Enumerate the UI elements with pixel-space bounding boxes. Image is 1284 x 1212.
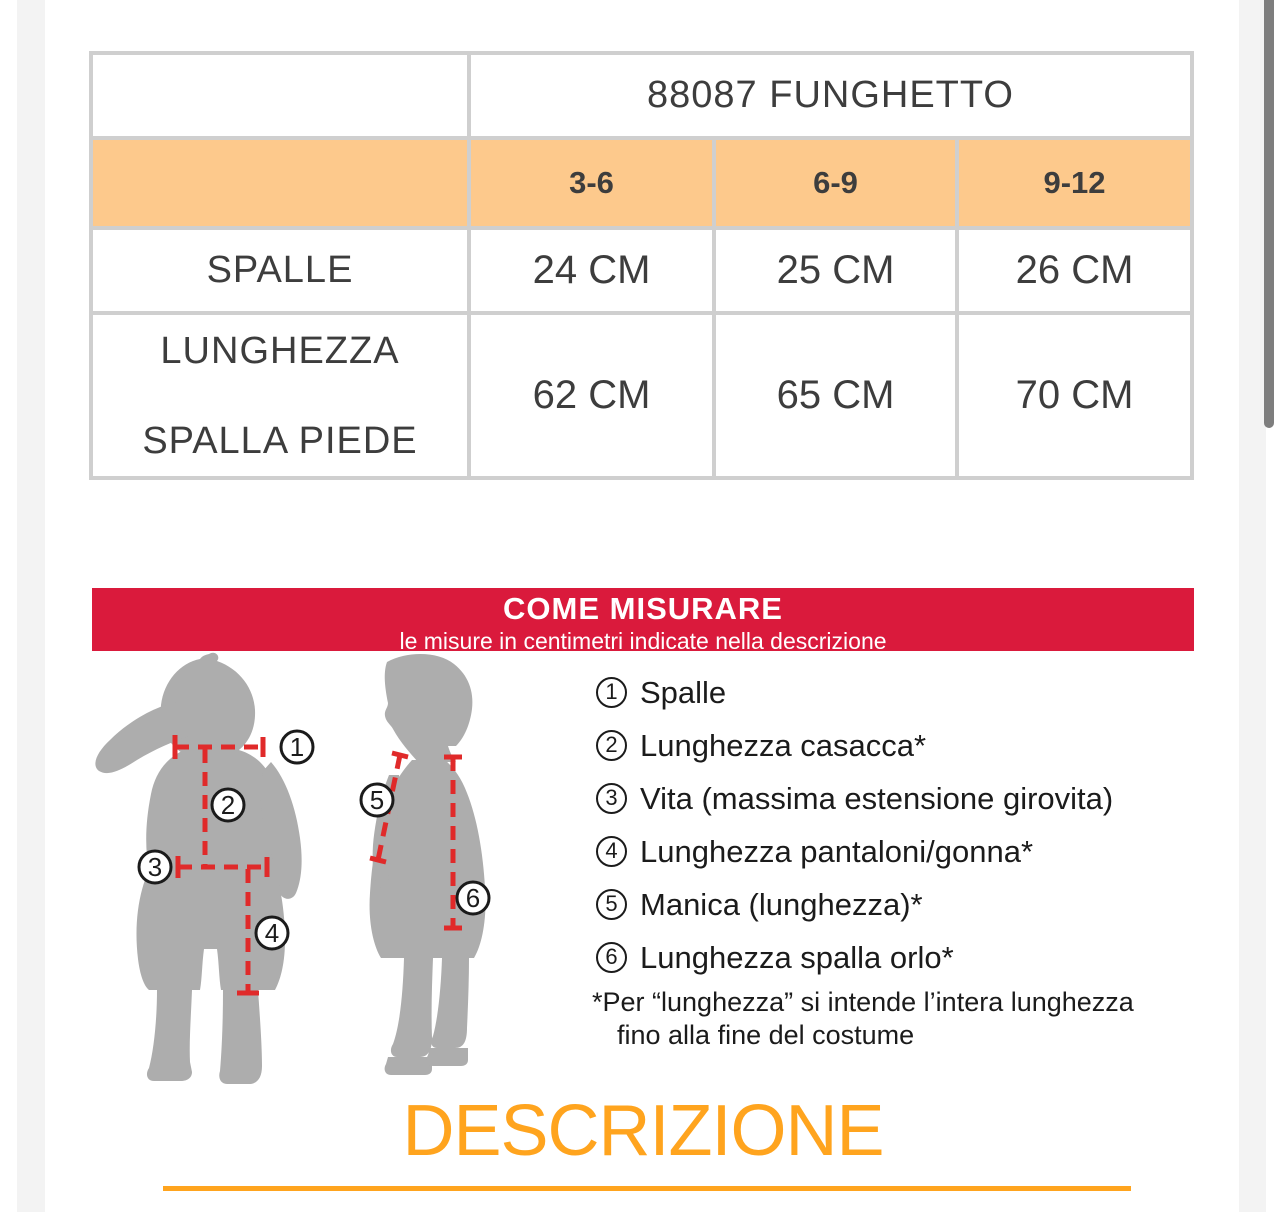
girl-silhouette bbox=[370, 654, 486, 1075]
table-row bbox=[91, 138, 1192, 228]
legend-item bbox=[596, 772, 1113, 825]
empty-size-label-cell bbox=[91, 138, 469, 228]
measurement-cell: 24 CM bbox=[469, 228, 714, 313]
legend-label: Lunghezza casacca* bbox=[640, 727, 927, 763]
table-row bbox=[91, 228, 1192, 313]
row-label-lunghezza bbox=[91, 313, 469, 478]
legend-label: Lunghezza spalla orlo* bbox=[640, 939, 954, 975]
label-spacer bbox=[93, 370, 467, 422]
size-column-header: 9-12 bbox=[957, 138, 1192, 228]
empty-corner-cell bbox=[91, 53, 469, 138]
row-label-line2: SPALLA PIEDE bbox=[142, 419, 418, 462]
legend-label: Lunghezza pantaloni/gonna* bbox=[640, 833, 1034, 869]
marker-2: 2 bbox=[220, 790, 236, 820]
legend-label: Manica (lunghezza)* bbox=[640, 886, 923, 922]
size-column-header: 6-9 bbox=[714, 138, 957, 228]
row-label-line1: LUNGHEZZA bbox=[160, 329, 400, 372]
legend-label: Vita (massima estensione girovita) bbox=[640, 780, 1114, 816]
table-row bbox=[91, 53, 1192, 138]
scrollbar-thumb[interactable] bbox=[1264, 0, 1274, 428]
marker-4: 4 bbox=[264, 918, 280, 948]
legend-number-icon: 2 bbox=[596, 730, 627, 761]
size-column-header: 3-6 bbox=[469, 138, 714, 228]
legend-label: Spalle bbox=[640, 674, 727, 710]
legend-number-icon: 6 bbox=[596, 942, 627, 973]
marker-1: 1 bbox=[289, 732, 305, 762]
description-heading: DESCRIZIONE bbox=[402, 1091, 884, 1171]
measurement-cell: 25 CM bbox=[714, 228, 957, 313]
marker-3: 3 bbox=[147, 852, 163, 882]
size-table bbox=[89, 51, 1194, 480]
row-label-spalle: SPALLE bbox=[91, 228, 469, 313]
description-divider bbox=[163, 1186, 1131, 1191]
table-row bbox=[91, 313, 1192, 478]
measurement-legend bbox=[596, 666, 1113, 984]
footnote-line1: *Per “lunghezza” si intende l’intera lunghezza bbox=[592, 987, 1134, 1017]
banner-title: COME MISURARE bbox=[503, 591, 783, 626]
measurement-footnote bbox=[592, 986, 1134, 1052]
marker-6: 6 bbox=[465, 883, 481, 913]
left-edge-strip bbox=[17, 0, 45, 1212]
measurement-cell: 26 CM bbox=[957, 228, 1192, 313]
measurement-diagram-illustration bbox=[88, 648, 608, 1096]
legend-item bbox=[596, 825, 1113, 878]
legend-number-icon: 3 bbox=[596, 783, 627, 814]
legend-item bbox=[596, 931, 1113, 984]
legend-number-icon: 1 bbox=[596, 677, 627, 708]
banner-subtitle: le misure in centimetri indicate nella descrizione bbox=[399, 628, 887, 654]
product-title: 88087 FUNGHETTO bbox=[469, 53, 1192, 138]
scrollbar-track bbox=[1239, 0, 1266, 1212]
measurement-cell: 65 CM bbox=[714, 313, 957, 478]
measurement-cell: 62 CM bbox=[469, 313, 714, 478]
legend-number-icon: 5 bbox=[596, 889, 627, 920]
legend-number-icon: 4 bbox=[596, 836, 627, 867]
legend-item bbox=[596, 719, 1113, 772]
legend-item bbox=[596, 666, 1113, 719]
footnote-line2: fino alla fine del costume bbox=[617, 1020, 915, 1050]
legend-item bbox=[596, 878, 1113, 931]
measurement-cell: 70 CM bbox=[957, 313, 1192, 478]
boy-silhouette bbox=[95, 653, 301, 1084]
how-to-measure-banner bbox=[92, 588, 1194, 654]
marker-5: 5 bbox=[369, 785, 385, 815]
